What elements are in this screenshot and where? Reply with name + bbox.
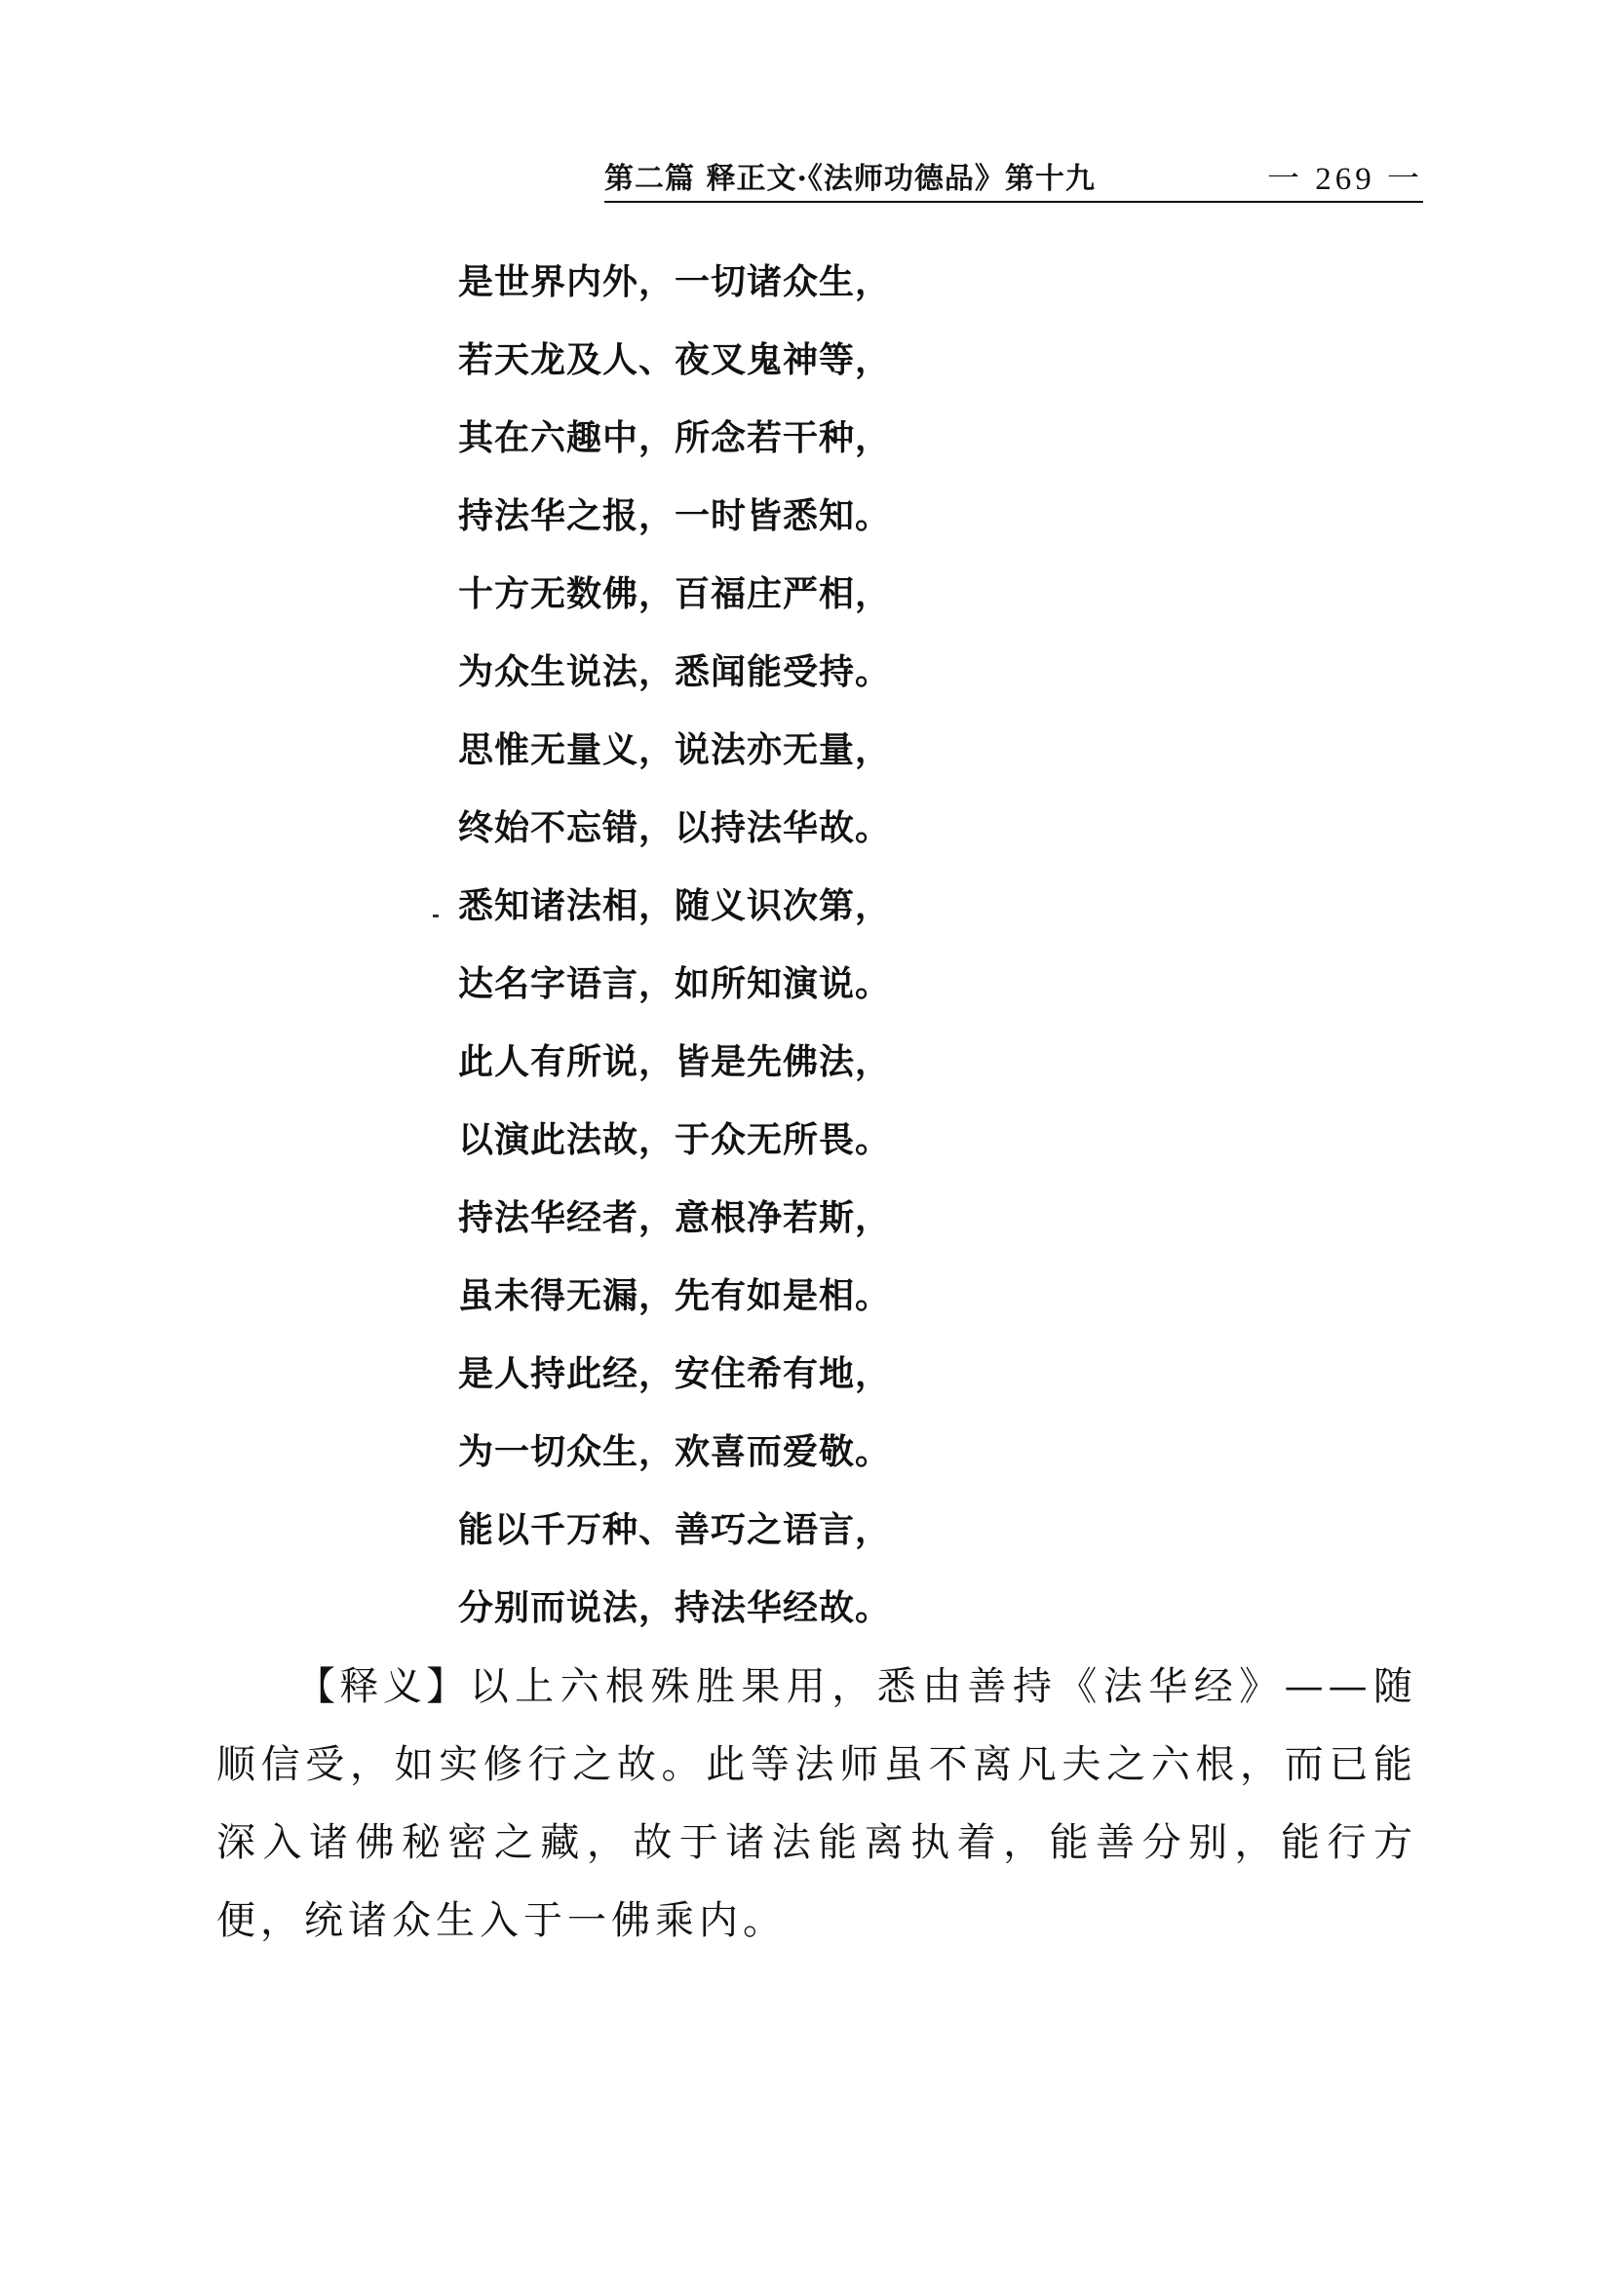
verse-line: 悉知诸法相，随义识次第， — [458, 886, 892, 926]
verse-block — [458, 259, 1160, 1663]
verse-line: 分别而说法，持法华经故。 — [458, 1588, 892, 1628]
verse-line: 为一切众生，欢喜而爱敬。 — [458, 1432, 892, 1472]
verse-line: 是人持此经，安住希有地， — [458, 1354, 892, 1394]
verse-line: 思惟无量义，说法亦无量， — [458, 730, 892, 770]
stray-mark — [433, 915, 439, 917]
running-header — [604, 156, 1423, 199]
verse-line: 十方无数佛，百福庄严相， — [458, 574, 892, 614]
verse-line: 为众生说法，悉闻能受持。 — [458, 652, 892, 692]
commentary-label: 【释义】 — [296, 1664, 470, 1709]
chapter-title: 第二篇 释正文·《法师功德品》第十九 — [604, 162, 1096, 196]
commentary-paragraph — [216, 1648, 1417, 1960]
verse-line: 此人有所说，皆是先佛法， — [458, 1042, 892, 1082]
verse-line: 持法华经者，意根净若斯， — [458, 1198, 892, 1238]
verse-line: 能以千万种、善巧之语言， — [458, 1510, 892, 1550]
verse-line: 持法华之报，一时皆悉知。 — [458, 496, 892, 536]
page-number: 一 269 一 — [1267, 162, 1423, 197]
verse-line: 虽未得无漏，先有如是相。 — [458, 1276, 892, 1316]
verse-line: 以演此法故，于众无所畏。 — [458, 1120, 892, 1160]
verse-line: 若天龙及人、夜叉鬼神等， — [458, 340, 892, 380]
verse-line: 达名字语言，如所知演说。 — [458, 964, 892, 1004]
verse-line: 终始不忘错，以持法华故。 — [458, 808, 892, 848]
commentary-text: 以上六根殊胜果用，悉由善持《法华经》——随顺信受，如实修行之故。此等法师虽不离凡夫之六根，而已能深入诸佛秘密之藏，故于诸法能离执着，能善分别，能行方便，统诸众生入于一佛乘内。 — [216, 1664, 1418, 1943]
header-rule — [604, 201, 1423, 203]
verse-line: 其在六趣中，所念若干种， — [458, 418, 892, 458]
verse-line: 是世界内外，一切诸众生， — [458, 262, 892, 302]
